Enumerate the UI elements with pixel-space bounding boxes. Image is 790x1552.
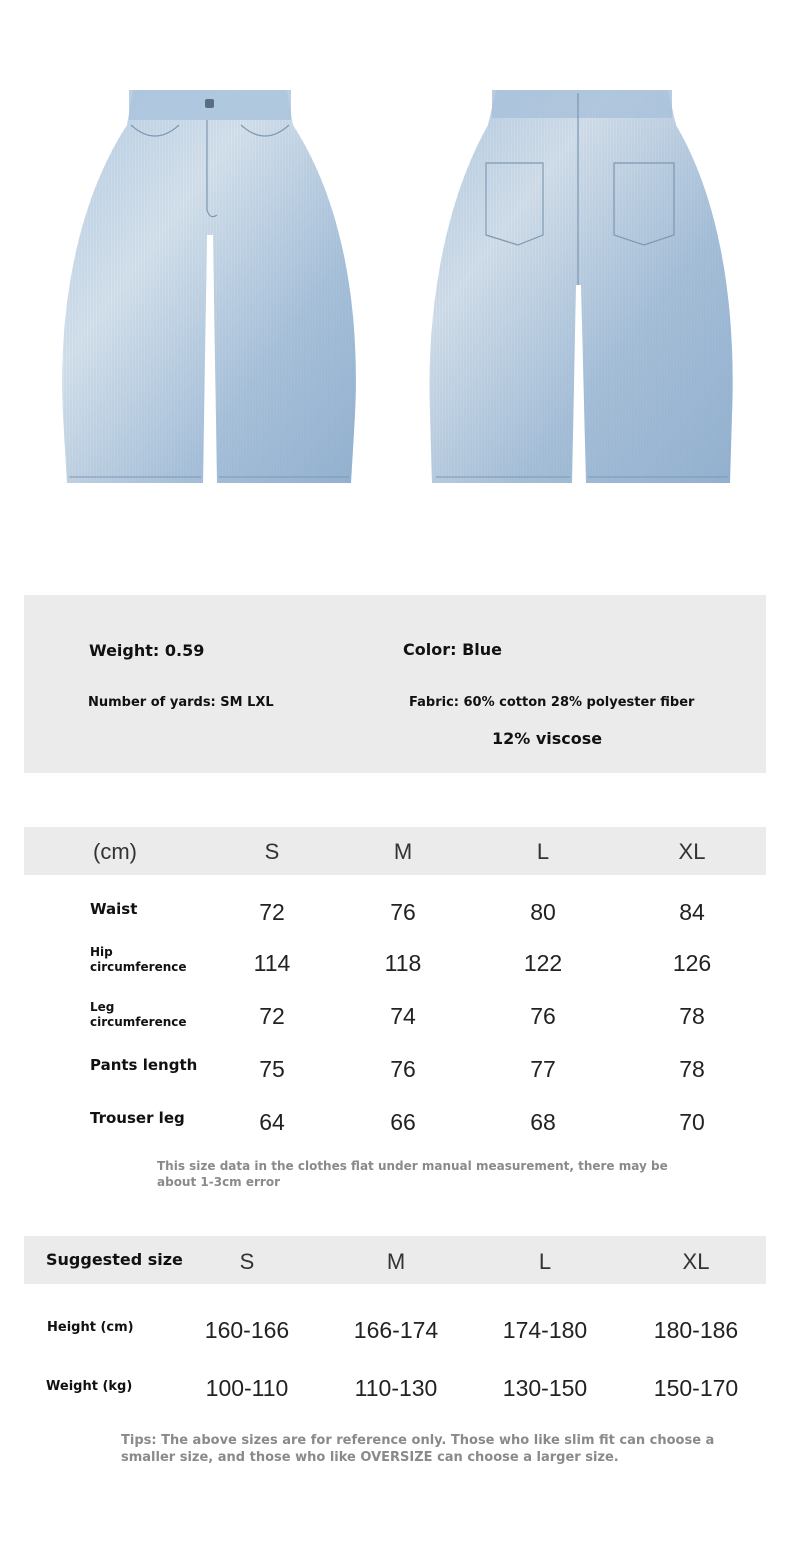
table-cell: 126 [672,950,712,976]
table-cell: 118 [384,950,422,976]
color-spec: Color: Blue [403,640,502,659]
table-cell: 75 [259,1056,285,1082]
table-cell: 78 [679,1056,705,1082]
yards-spec: Number of yards: SM LXL [88,695,274,710]
row-label-waist: Waist [90,900,138,918]
table-cell: 76 [530,1003,556,1029]
size-header-xl: XL [678,839,706,864]
table-cell: 72 [259,1003,285,1029]
row-label-trouser-leg: Trouser leg [90,1109,185,1127]
note-line: This size data in the clothes flat under manual measurement, there may be [157,1159,668,1173]
unit-header: (cm) [93,839,137,864]
table-cell: 76 [390,899,416,925]
row-label-line: circumference [90,1015,187,1029]
weight-spec: Weight: 0.59 [89,641,205,660]
suggested-header-xl: XL [682,1249,710,1274]
row-label-leg [90,1000,187,1030]
measurement-note [157,1158,668,1190]
table-cell: 80 [530,899,556,925]
suggested-header-s: S [239,1249,255,1274]
row-label-hip [90,945,187,975]
table-cell: 122 [523,950,563,976]
table-cell: 114 [253,950,291,976]
table-cell: 150-170 [653,1375,739,1401]
table-cell: 160-166 [204,1317,290,1343]
size-tips [121,1432,714,1466]
row-label-line: circumference [90,960,187,974]
suggested-header-m: M [386,1249,406,1274]
tips-line: Tips: The above sizes are for reference only. Those who like slim fit can choose a [121,1433,715,1448]
jeans-front-image [55,85,365,490]
fabric-spec-line2: 12% viscose [492,729,603,748]
table-cell: 100-110 [205,1375,289,1401]
size-header-m: M [393,839,413,864]
row-label-weight: Weight (kg) [46,1379,133,1394]
table-cell: 110-130 [354,1375,438,1401]
jeans-back-image [428,85,738,490]
row-label-line: Hip [90,945,113,959]
table-cell: 77 [530,1056,556,1082]
table-cell: 130-150 [502,1375,588,1401]
suggested-size-title: Suggested size [46,1250,183,1269]
row-label-line: Leg [90,1000,115,1014]
row-label-height: Height (cm) [47,1320,134,1335]
table-cell: 74 [390,1003,416,1029]
table-cell: 180-186 [653,1317,739,1343]
table-cell: 78 [679,1003,705,1029]
table-cell: 72 [259,899,285,925]
fabric-spec-line1: Fabric: 60% cotton 28% polyester fiber [409,695,695,710]
note-line: about 1-3cm error [157,1175,280,1189]
product-specs [24,595,766,773]
table-cell: 68 [530,1109,556,1135]
size-header-l: L [536,839,550,864]
table-cell: 64 [259,1109,285,1135]
table-cell: 76 [390,1056,416,1082]
table-cell: 70 [679,1109,705,1135]
table-cell: 84 [679,899,705,925]
suggested-header-l: L [538,1249,552,1274]
tips-line: smaller size, and those who like OVERSIZE can choose a larger size. [121,1450,619,1465]
size-header-s: S [264,839,280,864]
table-cell: 166-174 [353,1317,439,1343]
table-cell: 174-180 [502,1317,588,1343]
table-cell: 66 [390,1109,416,1135]
row-label-pants-length: Pants length [90,1056,198,1074]
